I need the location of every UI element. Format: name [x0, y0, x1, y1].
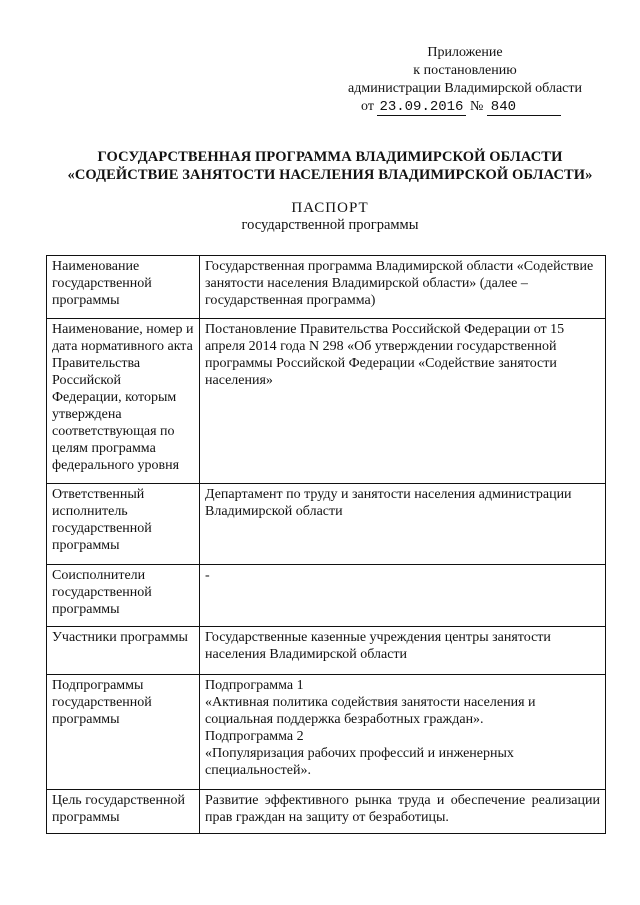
subprogram-1-title: «Активная политика содействия занятости населения и социальная поддержка безработных граждан». — [205, 695, 536, 727]
number-label: № — [469, 99, 484, 114]
row-label: Соисполнители государственной программы — [47, 565, 200, 627]
row-value: - — [200, 565, 606, 627]
row-label: Цель государственной программы — [47, 790, 200, 834]
appendix-line-2: к постановлению — [413, 63, 517, 78]
subprogram-1-heading: Подпрограмма 1 — [205, 678, 304, 693]
table-row — [47, 565, 606, 627]
appendix-line-1: Приложение — [427, 45, 503, 60]
row-label: Наименование, номер и дата нормативного акта Правительства Российской Федерации, которым утверждена соответствующая по целям программа федерального уровня — [47, 319, 200, 484]
table-row — [47, 627, 606, 675]
row-value: Государственные казенные учреждения центры занятости населения Владимирской области — [200, 627, 606, 675]
row-value: Развитие эффективного рынка труда и обеспечение реализации прав граждан на защиту от безработицы. — [200, 790, 606, 834]
table-row — [47, 256, 606, 319]
resolution-date: 23.09.2016 — [377, 100, 466, 116]
subprogram-2-heading: Подпрограмма 2 — [205, 729, 304, 744]
appendix-line-3: администрации Владимирской области — [348, 81, 582, 96]
row-label: Участники программы — [47, 627, 200, 675]
passport-title-block — [40, 200, 620, 234]
appendix-block — [330, 44, 600, 116]
heading-line-1: ГОСУДАРСТВЕННАЯ ПРОГРАММА ВЛАДИМИРСКОЙ ОБЛАСТИ — [97, 149, 563, 165]
appendix-reference — [330, 98, 600, 116]
table-row — [47, 319, 606, 484]
table-row — [47, 790, 606, 834]
document-heading — [40, 148, 620, 184]
row-label: Наименование государственной программы — [47, 256, 200, 319]
row-value: Постановление Правительства Российской Федерации от 15 апреля 2014 года N 298 «Об утверждении государственной программы Российской Федерации «Содействие занятости населения» — [200, 319, 606, 484]
from-label: от — [361, 99, 374, 114]
table-row — [47, 675, 606, 790]
row-value: Департамент по труду и занятости населения администрации Владимирской области — [200, 484, 606, 565]
passport-title: ПАСПОРТ — [291, 200, 369, 216]
table-row — [47, 484, 606, 565]
subprogram-2-title: «Популяризация рабочих профессий и инженерных специальностей». — [205, 746, 514, 778]
passport-subtitle: государственной программы — [241, 217, 419, 233]
row-label: Ответственный исполнитель государственной программы — [47, 484, 200, 565]
passport-table — [46, 255, 606, 834]
row-value — [200, 675, 606, 790]
heading-line-2: «СОДЕЙСТВИЕ ЗАНЯТОСТИ НАСЕЛЕНИЯ ВЛАДИМИРСКОЙ ОБЛАСТИ» — [67, 167, 593, 183]
resolution-number: 840 — [487, 100, 561, 116]
row-value: Государственная программа Владимирской области «Содействие занятости населения Владимирской области» (далее – государственная программа) — [200, 256, 606, 319]
row-label: Подпрограммы государственной программы — [47, 675, 200, 790]
